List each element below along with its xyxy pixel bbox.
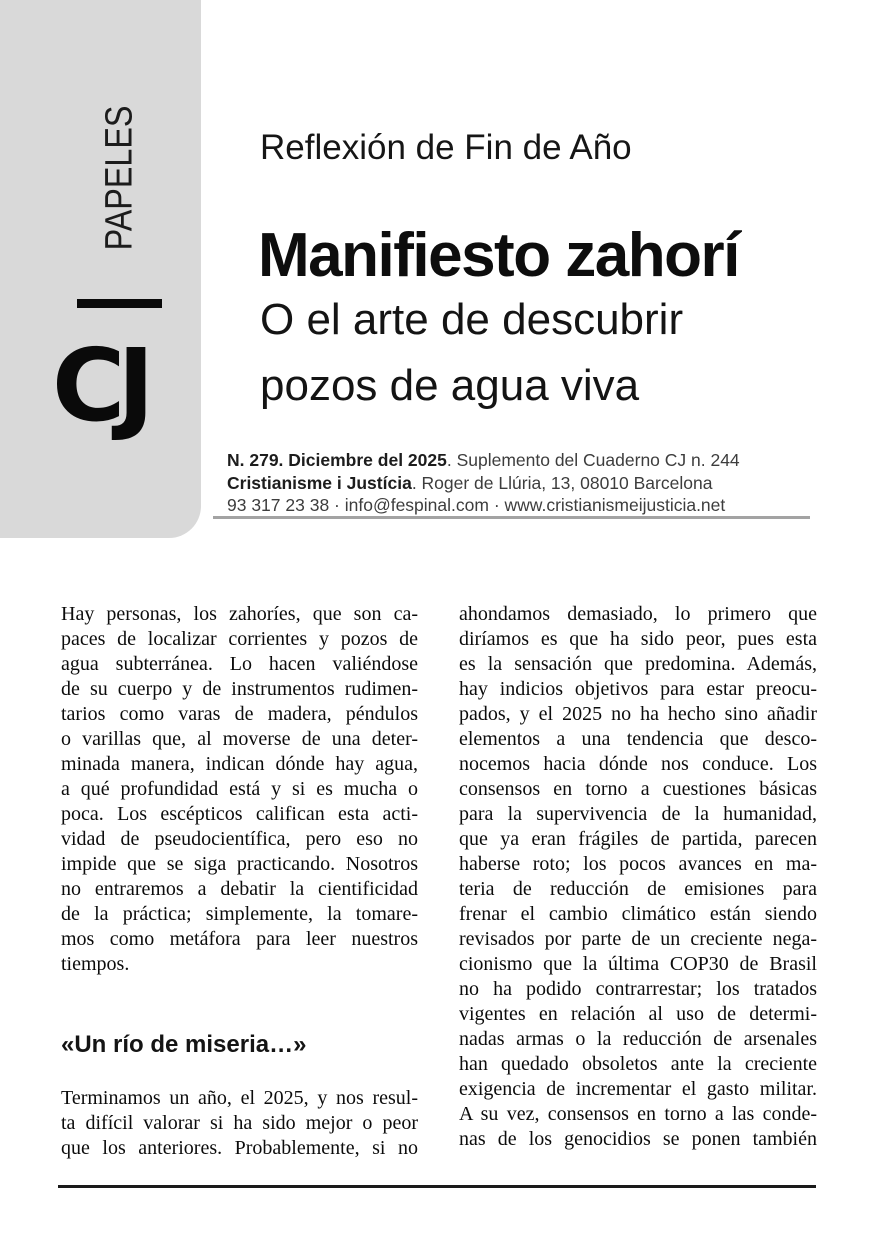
subtitle <box>260 287 683 419</box>
imprint-line-publisher <box>227 472 740 495</box>
text-line: exigencia de incrementar el gasto militar. <box>459 1078 817 1100</box>
cj-logo: CJ <box>52 327 147 444</box>
publisher-name: Cristianisme i Justícia <box>227 472 412 493</box>
body-column-right <box>459 602 817 1152</box>
text-line: no ha podido contrarrestar; los tratados <box>459 978 817 1000</box>
text-line: A su vez, consensos en torno a las conde- <box>459 1103 817 1125</box>
paragraph <box>61 1086 418 1161</box>
text-line: Hay personas, los zahoríes, que son ca- <box>61 603 418 625</box>
text-line: frenar el cambio climático están siendo <box>459 903 817 925</box>
text-line: es la sensación que predomina. Además, <box>459 653 817 675</box>
text-line: tiempos. <box>61 953 130 975</box>
text-line: impide que se siga practicando. Nosotros <box>61 853 418 875</box>
text-line: agua subterránea. Lo hacen valiéndose <box>61 653 418 675</box>
text-line: nas de los genocidios se ponen también <box>459 1128 817 1150</box>
text-line: ahondamos demasiado, lo primero que <box>459 603 817 625</box>
body-column-left <box>61 602 418 1161</box>
papeles-sidebar <box>0 0 201 538</box>
text-line: cionismo que la última COP30 de Brasil <box>459 953 817 975</box>
text-line: revisados por parte de un creciente nega- <box>459 928 817 950</box>
subtitle-line: O el arte de descubrir <box>260 295 684 344</box>
text-line: que los anteriores. Probablemente, si no <box>61 1137 418 1159</box>
text-line: nadas armas o la reducción de arsenales <box>459 1028 817 1050</box>
page-title: Manifiesto zahorí <box>258 221 739 290</box>
imprint-divider <box>213 516 810 519</box>
text-line: elementos a una tendencia que desco- <box>459 728 817 750</box>
text-line: Terminamos un año, el 2025, y nos resul- <box>61 1087 418 1109</box>
kicker-title: Reflexión de Fin de Año <box>260 128 632 167</box>
section-heading: «Un río de miseria…» <box>61 1031 307 1058</box>
text-line: vidad de pseudocientífica, pero eso no <box>61 828 418 850</box>
paragraph <box>459 602 817 1152</box>
text-line: de la práctica; simplemente, la tomare- <box>61 903 418 925</box>
text-line: diríamos es que ha sido peor, pues esta <box>459 628 817 650</box>
series-label-vertical: PAPELES <box>98 105 141 251</box>
text-line: para la supervivencia de la humanidad, <box>459 803 817 825</box>
text-line: han quedado obsoletos ante la creciente <box>459 1053 817 1075</box>
text-line: que ya eran frágiles de partida, parecen <box>459 828 817 850</box>
paragraph <box>61 602 418 977</box>
text-line: minada manera, indican dónde hay agua, <box>61 753 418 775</box>
footer-divider <box>58 1185 816 1188</box>
text-line: pados, y el 2025 no ha hecho sino añadir <box>459 703 817 725</box>
subtitle-line: pozos de agua viva <box>260 361 640 410</box>
text-line: nocemos hacia dónde nos conduce. Los <box>459 753 817 775</box>
imprint-line-issue <box>227 449 740 472</box>
imprint-block <box>227 449 740 517</box>
text-line: mos como metáfora para leer nuestros <box>61 928 418 950</box>
imprint-line-contact: 93 317 23 38 · info@fespinal.com · www.cristianismeijusticia.net <box>227 495 726 515</box>
issue-number: N. 279. Diciembre del 2025 <box>227 450 447 470</box>
text-line: no entraremos a debatir la cientificidad <box>61 878 418 900</box>
text-line: tarios como varas de madera, péndulos <box>61 703 418 725</box>
text-line: a qué profundidad está y si es mucha o <box>61 778 418 800</box>
logo-dash <box>77 299 162 308</box>
text-line: paces de localizar corrientes y pozos de <box>61 628 418 650</box>
text-line: haberse roto; los pocos avances en ma- <box>459 853 817 875</box>
text-line: de su cuerpo y de instrumentos rudimen- <box>61 678 418 700</box>
text-line: ta difícil valorar si ha sido mejor o peor <box>61 1112 418 1134</box>
text-line: poca. Los escépticos califican esta acti- <box>61 803 418 825</box>
publisher-address: . Roger de Llúria, 13, 08010 Barcelona <box>411 472 713 493</box>
issue-supplement: . Suplemento del Cuaderno CJ n. 244 <box>446 450 740 470</box>
text-line: hay indicios objetivos para estar preocu- <box>459 678 817 700</box>
text-line: teria de reducción de emisiones para <box>459 878 817 900</box>
text-line: o varillas que, al moverse de una deter- <box>61 728 418 750</box>
text-line: vigentes en relación al uso de determi- <box>459 1003 817 1025</box>
text-line: consensos en torno a cuestiones básicas <box>459 778 817 800</box>
